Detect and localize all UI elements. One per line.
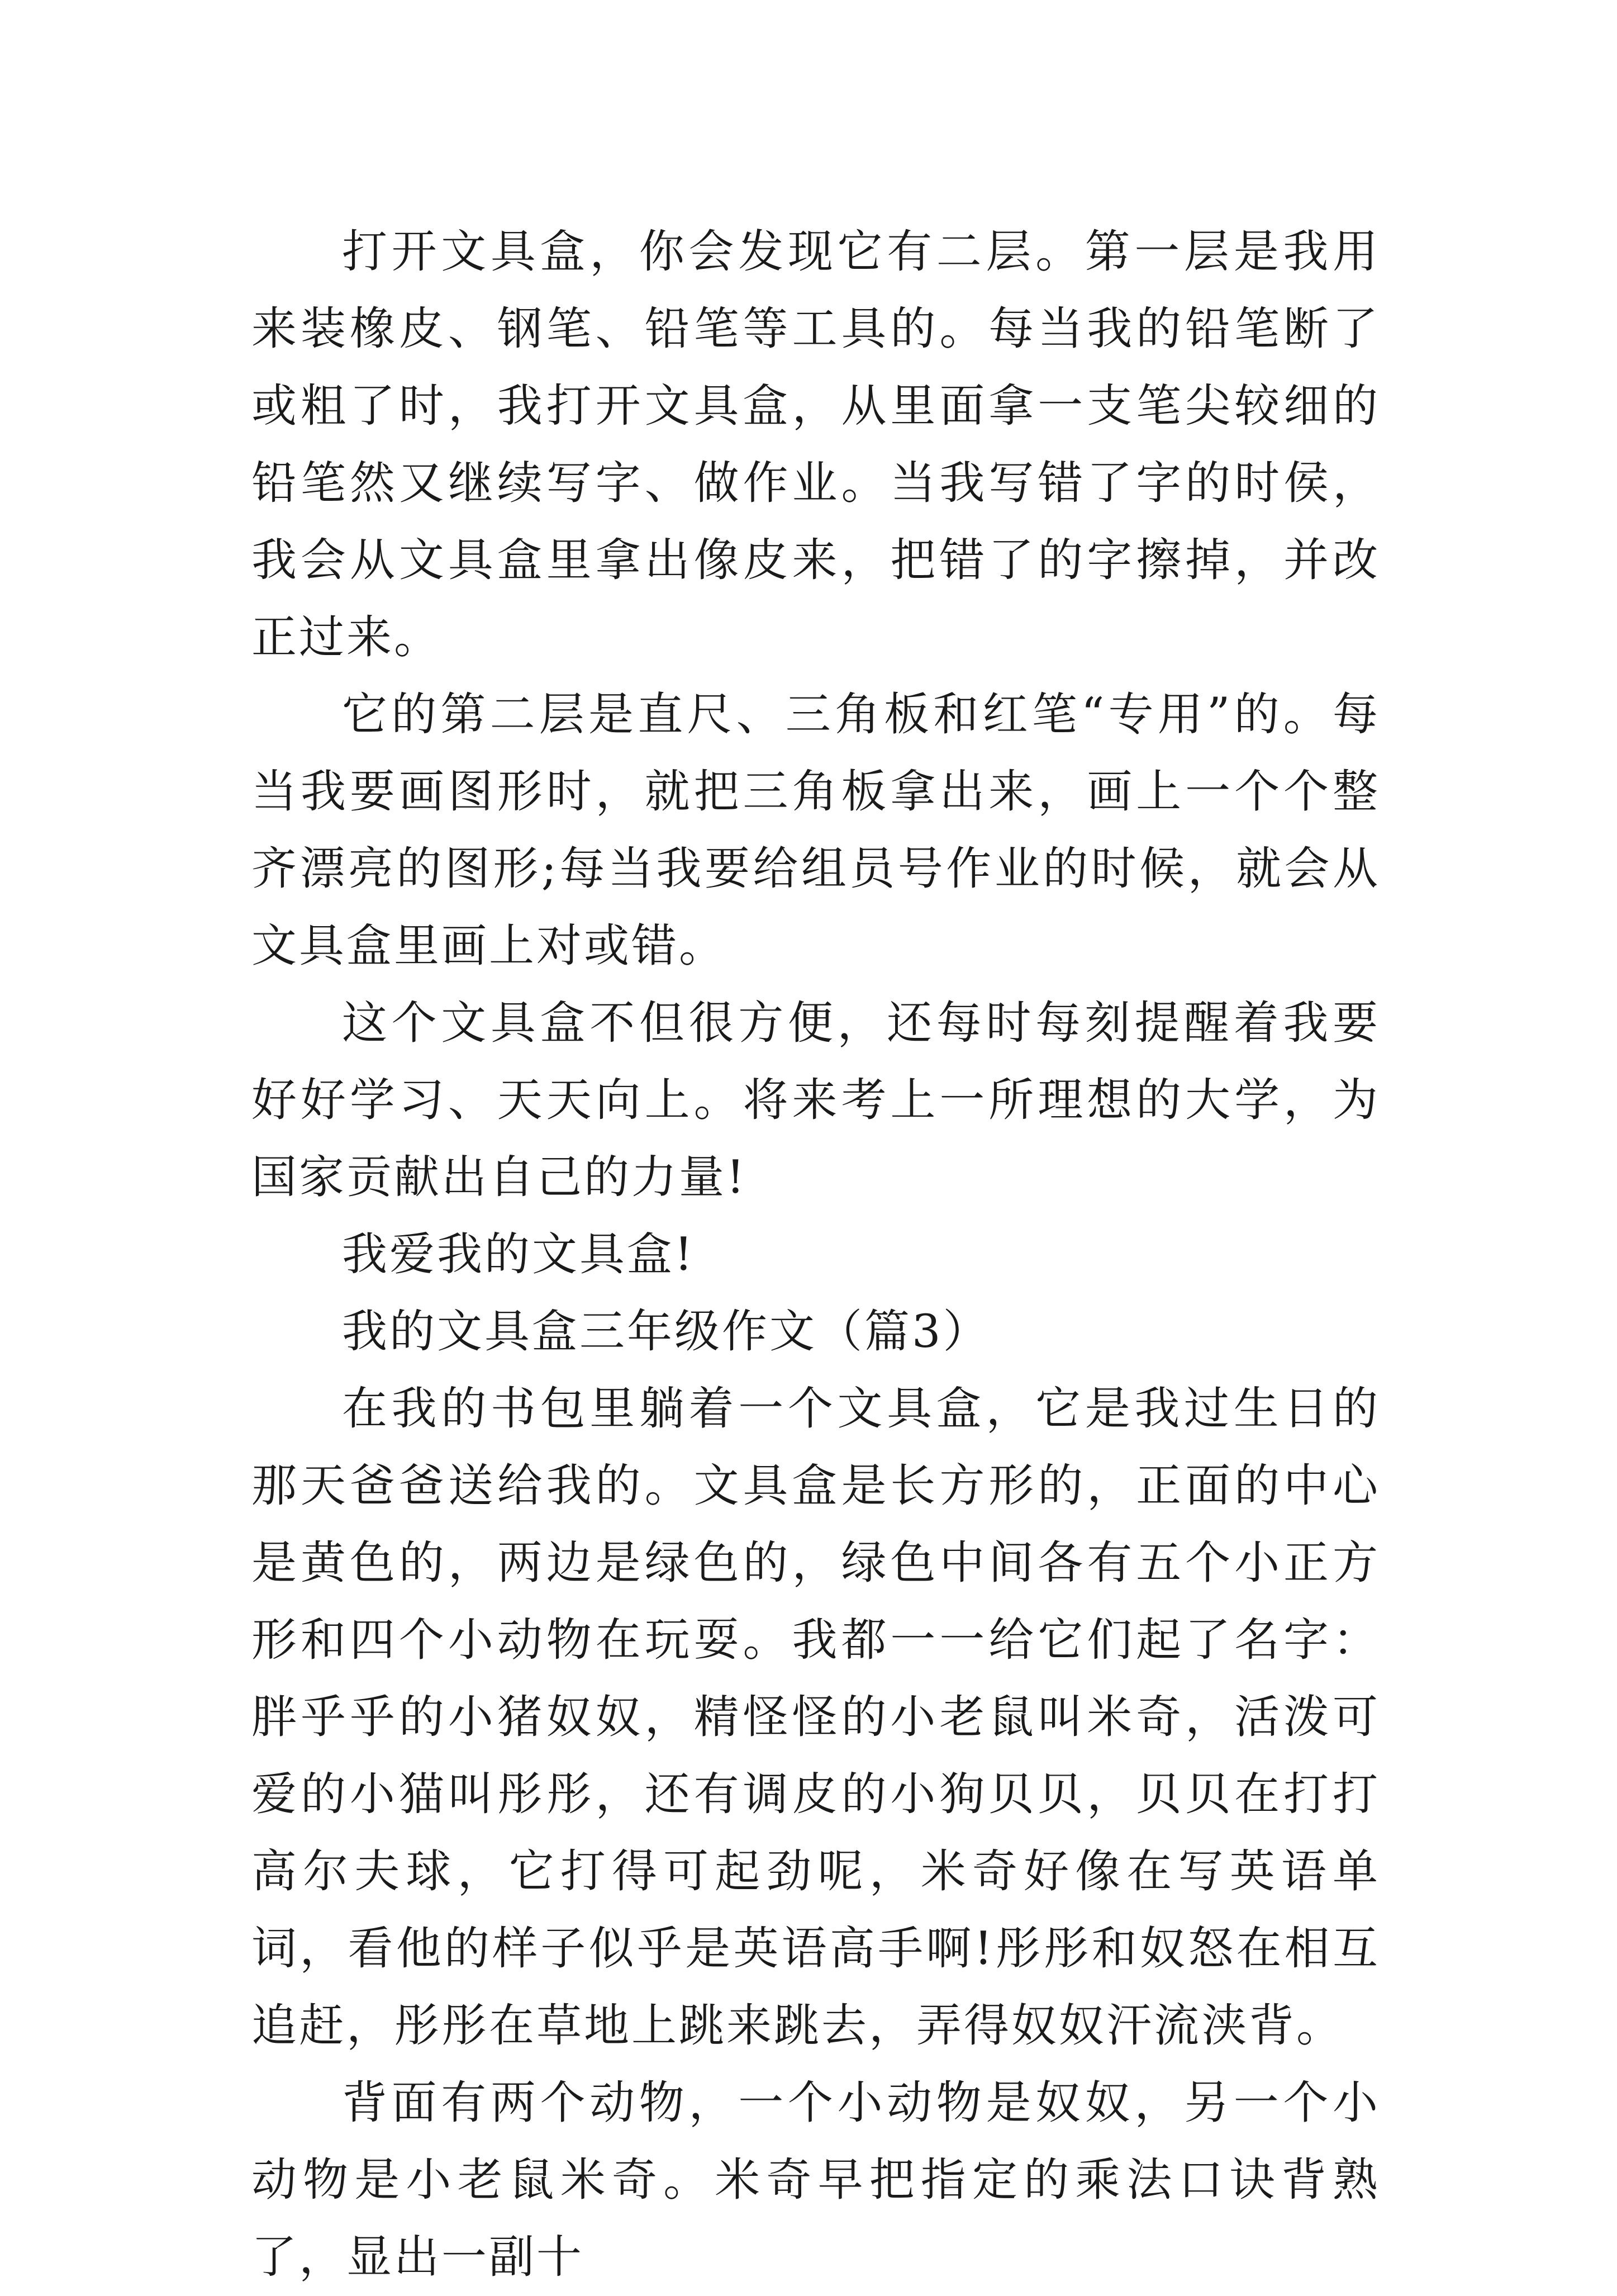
paragraph-4: 我爱我的文具盒! xyxy=(342,1228,695,1281)
paragraph-2: 它的第二层是直尺、三角板和红笔“专用”的。每当我要画图形时，就把三角板拿出来，画上一个个整齐漂亮的图形;每当我要给组员号作业的时候，就会从文具盒里画上对或错。 xyxy=(251,689,1380,973)
paragraph-7: 背面有两个动物，一个小动物是奴奴，另一个小动物是小老鼠米奇。米奇早把指定的乘法口诀背熟了，显出一副十 xyxy=(251,2077,1380,2284)
paragraph-6: 在我的书包里躺着一个文具盒，它是我过生日的那天爸爸送给我的。文具盒是长方形的，正面的中心是黄色的，两边是绿色的，绿色中间各有五个小正方形和四个小动物在玩耍。我都一一给它们起了名字：胖乎乎的小猪奴奴，精怪怪的小老鼠叫米奇，活泼可爱的小猫叫彤彤，还有调皮的小狗贝贝，贝贝在打打高尔夫球，它打得可起劲呢，米奇好像在写英语单词，看他的样子似乎是英语高手啊!彤彤和奴怒在相互追赶，彤彤在草地上跳来跳去，弄得奴奴汗流浃背。 xyxy=(251,1383,1380,2052)
paragraph-1: 打开文具盒，你会发现它有二层。第一层是我用来装橡皮、钢笔、铅笔等工具的。每当我的铅笔断了或粗了时，我打开文具盒，从里面拿一支笔尖较细的铅笔然又继续写字、做作业。当我写错了字的时侯，我会从文具盒里拿出像皮来，把错了的字擦掉，并改正过来。 xyxy=(251,226,1380,664)
document-body xyxy=(251,214,1380,2296)
section-heading: 我的文具盒三年级作文（篇3） xyxy=(342,1306,991,1358)
paragraph-3: 这个文具盒不但很方便，还每时每刻提醒着我要好好学习、天天向上。将来考上一所理想的大学，为国家贡献出自己的力量! xyxy=(251,997,1380,1204)
